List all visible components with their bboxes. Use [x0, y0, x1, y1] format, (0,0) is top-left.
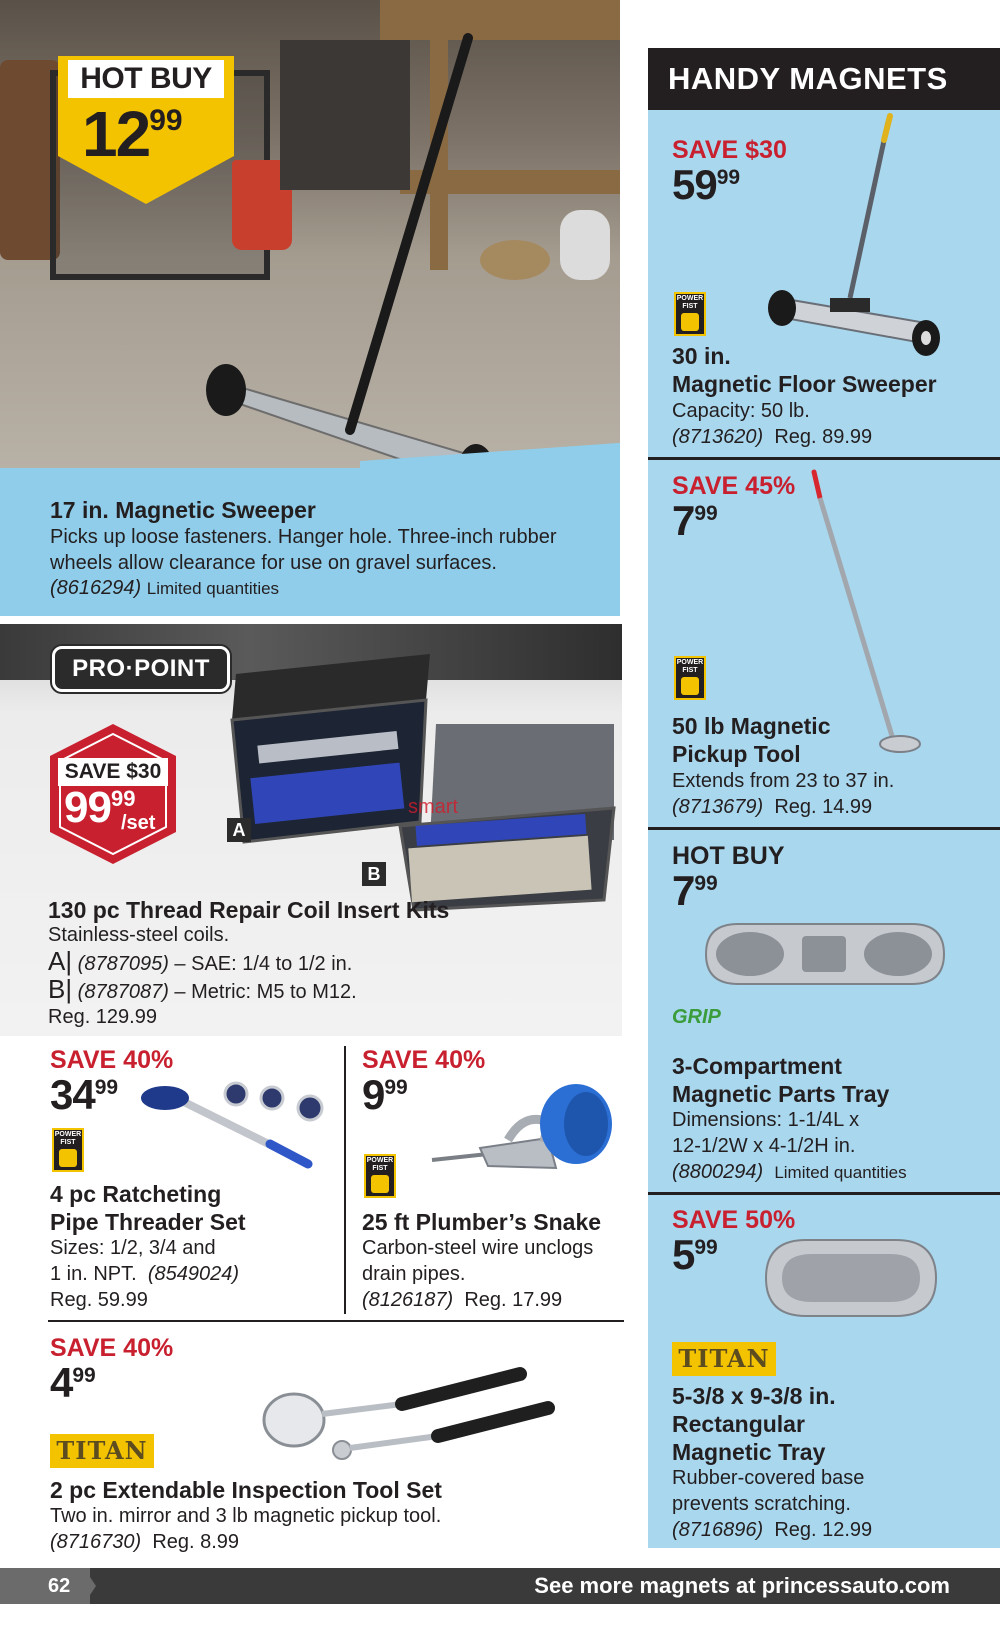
thread-kit-save: SAVE $30	[64, 760, 162, 783]
kit-a-tag: A	[227, 818, 251, 842]
pro-point-logo: PRO·POINT	[52, 646, 230, 692]
kit-b-tag: B	[362, 862, 386, 886]
rect-tray-title2: Rectangular	[672, 1411, 805, 1437]
footer-website-link[interactable]: See more magnets at princessauto.com	[534, 1573, 950, 1598]
parts-tray-title1: 3-Compartment	[672, 1053, 842, 1079]
floor-sweeper-title2: Magnetic Floor Sweeper	[672, 371, 937, 397]
power-fist-logo: POWER FIST	[674, 292, 706, 336]
plumber-snake-desc1: Carbon-steel wire unclogs	[362, 1237, 594, 1259]
power-fist-logo: POWER FIST	[674, 656, 706, 700]
floor-sweeper-sku-line: (8713620) Reg. 89.99	[672, 426, 873, 448]
plumber-snake-title: 25 ft Plumber’s Snake	[362, 1209, 602, 1235]
floor-sweeper-desc: Capacity: 50 lb.	[672, 400, 810, 422]
pipe-threader-title1: 4 pc Ratcheting	[50, 1181, 222, 1207]
rect-tray-title1: 5-3/8 x 9-3/8 in.	[672, 1383, 836, 1409]
thread-kit-price: 9999	[64, 783, 136, 832]
plumber-snake-image	[428, 1082, 618, 1182]
column-divider	[344, 1046, 346, 1314]
panel-divider	[648, 827, 1000, 830]
pipe-threader-image	[140, 1072, 340, 1172]
rect-tray-price: 599	[672, 1231, 718, 1278]
plumber-snake-price: 999	[362, 1071, 408, 1118]
inspection-tool-image	[262, 1360, 562, 1470]
thread-kit-title: 130 pc Thread Repair Coil Insert Kits	[48, 897, 450, 923]
parts-tray-hot-buy: HOT BUY	[672, 842, 785, 870]
floor-sweeper-image	[760, 112, 960, 362]
handy-magnets-heading: HANDY MAGNETS	[648, 48, 1000, 110]
hero-desc-line1: Picks up loose fasteners. Hanger hole. Three-inch rubber	[50, 526, 557, 548]
thread-kit-option-a: A| (8787095) – SAE: 1/4 to 1/2 in.	[48, 946, 353, 976]
power-fist-logo: POWER FIST	[364, 1154, 396, 1198]
kit-a-case	[232, 654, 430, 842]
inspection-desc: Two in. mirror and 3 lb magnetic pickup tool.	[50, 1505, 442, 1527]
pickup-tool-desc: Extends from 23 to 37 in.	[672, 770, 895, 792]
thread-kit-option-b: B| (8787087) – Metric: M5 to M12.	[48, 974, 357, 1004]
floor-sweeper-title1: 30 in.	[672, 343, 731, 369]
parts-tray-title2: Magnetic Parts Tray	[672, 1081, 890, 1107]
rect-tray-title3: Magnetic Tray	[672, 1439, 826, 1465]
plumber-snake-desc2: drain pipes.	[362, 1263, 466, 1285]
watermark-text: smart	[408, 796, 458, 818]
titan-logo: TITAN	[672, 1342, 776, 1376]
thread-kit-reg: Reg. 129.99	[48, 1006, 157, 1028]
panel-divider	[648, 457, 1000, 460]
pickup-tool-save: SAVE 45%	[672, 472, 796, 500]
inspection-title: 2 pc Extendable Inspection Tool Set	[50, 1477, 442, 1503]
pickup-tool-price: 799	[672, 497, 718, 544]
hot-buy-label: HOT BUY	[68, 60, 224, 98]
hero-note: Limited quantities	[146, 579, 280, 598]
parts-tray-image	[698, 914, 952, 994]
hero-price: 1299	[82, 98, 183, 170]
thread-kit-unit: /set	[121, 812, 156, 834]
hero-title: 17 in. Magnetic Sweeper	[50, 497, 316, 523]
thread-kit-desc: Stainless-steel coils.	[48, 924, 230, 946]
pipe-threader-reg: Reg. 59.99	[50, 1289, 148, 1311]
parts-tray-desc2: 12-1/2W x 4-1/2H in.	[672, 1135, 856, 1157]
titan-logo: TITAN	[50, 1434, 154, 1468]
rect-tray-desc2: prevents scratching.	[672, 1493, 851, 1515]
pipe-threader-desc1: Sizes: 1/2, 3/4 and	[50, 1237, 216, 1259]
page-number-chevron	[84, 1568, 96, 1604]
panel-divider	[648, 1192, 1000, 1195]
pickup-tool-sku-line: (8713679) Reg. 14.99	[672, 796, 873, 818]
rect-tray-sku-line: (8716896) Reg. 12.99	[672, 1519, 873, 1541]
pipe-threader-title2: Pipe Threader Set	[50, 1209, 246, 1235]
inspection-sku-line: (8716730) Reg. 8.99	[50, 1531, 240, 1553]
inspection-save: SAVE 40%	[50, 1334, 174, 1362]
parts-tray-sku-line: (8800294) Limited quantities	[672, 1161, 907, 1183]
pipe-threader-save: SAVE 40%	[50, 1046, 174, 1074]
parts-tray-desc1: Dimensions: 1-1/4L x	[672, 1109, 860, 1131]
floor-sweeper-price: 5999	[672, 161, 741, 208]
rect-tray-image	[756, 1232, 942, 1324]
save-30-hex-badge	[50, 724, 176, 864]
parts-tray-price: 799	[672, 867, 718, 914]
hero-desc-line2: wheels allow clearance for use on gravel surfaces.	[50, 552, 497, 574]
rect-tray-desc1: Rubber-covered base	[672, 1467, 865, 1489]
plumber-snake-save: SAVE 40%	[362, 1046, 486, 1074]
floor-sweeper-save: SAVE $30	[672, 136, 787, 164]
power-fist-logo: POWER FIST	[52, 1128, 84, 1172]
inspection-price: 499	[50, 1359, 96, 1406]
hero-sku: (8616294)	[50, 577, 142, 599]
grip-logo: GRIP	[672, 1006, 721, 1028]
pipe-threader-price: 3499	[50, 1071, 119, 1118]
pickup-tool-title2: Pickup Tool	[672, 741, 801, 767]
plumber-snake-sku-line: (8126187) Reg. 17.99	[362, 1289, 563, 1311]
rect-tray-save: SAVE 50%	[672, 1206, 796, 1234]
pipe-threader-desc2: 1 in. NPT. (8549024)	[50, 1263, 240, 1285]
section-divider	[48, 1320, 624, 1322]
page-number: 62	[0, 1568, 90, 1604]
pickup-tool-title1: 50 lb Magnetic	[672, 713, 831, 739]
